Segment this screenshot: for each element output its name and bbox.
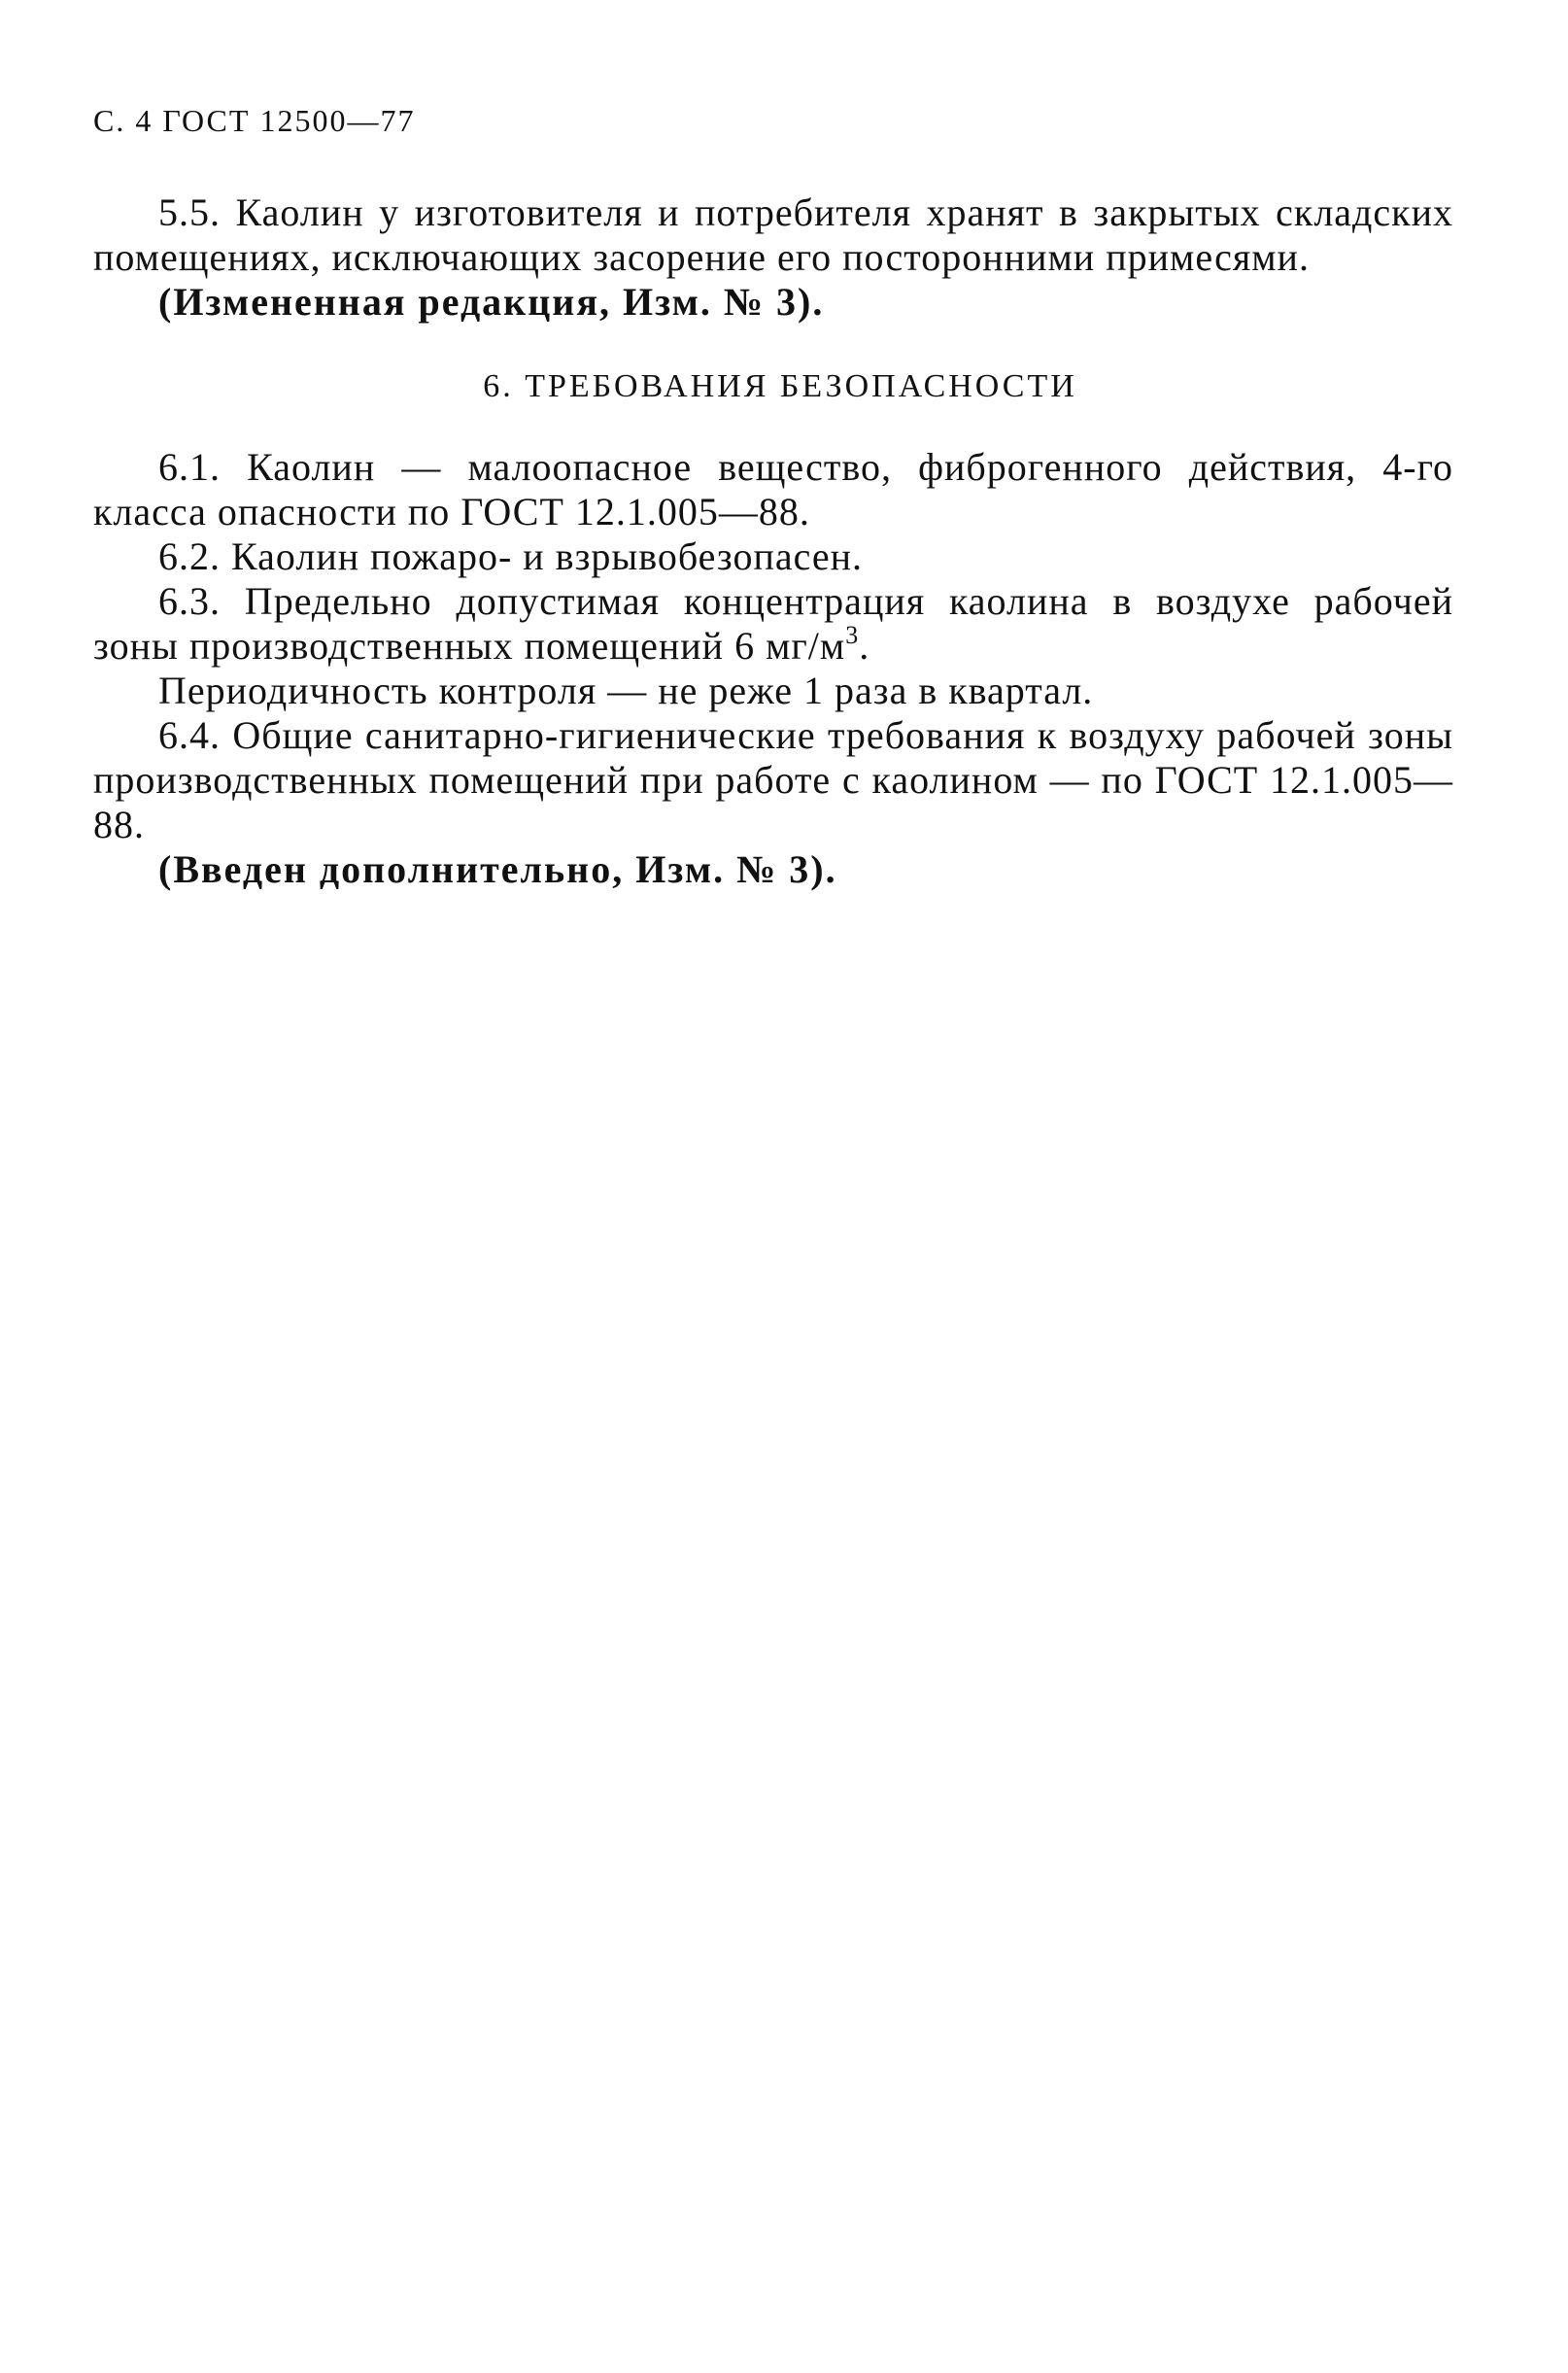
running-header: С. 4 ГОСТ 12500—77 [93, 103, 416, 138]
amendment-note-6: (Введен дополнительно, Изм. № 3). [158, 847, 837, 891]
clause-6-3-text: 6.3. Предельно допустимая концентрация каолина в воздухе рабочей зоны производственных помещений 6 мг/м [93, 579, 1453, 668]
clause-6-1: 6.1. Каолин — малоопасное вещество, фиброгенного действия, 4-го класса опасности по ГОСТ 12.1.005—88. [93, 445, 1453, 533]
amendment-note-5-5: (Измененная редакция, Изм. № 3). [158, 280, 825, 324]
section-6-title: 6. ТРЕБОВАНИЯ БЕЗОПАСНОСТИ [483, 368, 1077, 404]
clause-6-3 [93, 579, 1453, 669]
clause-6-2: 6.2. Каолин пожаро- и взрывобезопасен. [158, 534, 864, 578]
clause-5-5: 5.5. Каолин у изготовителя и потребителя хранят в закрытых складских помещениях, исключающих засорение его посторонними примесями. [93, 190, 1453, 279]
control-periodicity: Периодичность контроля — не реже 1 раза в квартал. [158, 669, 1094, 712]
clause-6-3-end: . [859, 624, 870, 668]
superscript-3: 3 [845, 621, 860, 649]
document-body [93, 190, 1453, 892]
clause-6-4: 6.4. Общие санитарно-гигиенические требования к воздуху рабочей зоны производственных помещений при работе с каолином — по ГОСТ 12.1.005—88. [93, 713, 1453, 846]
